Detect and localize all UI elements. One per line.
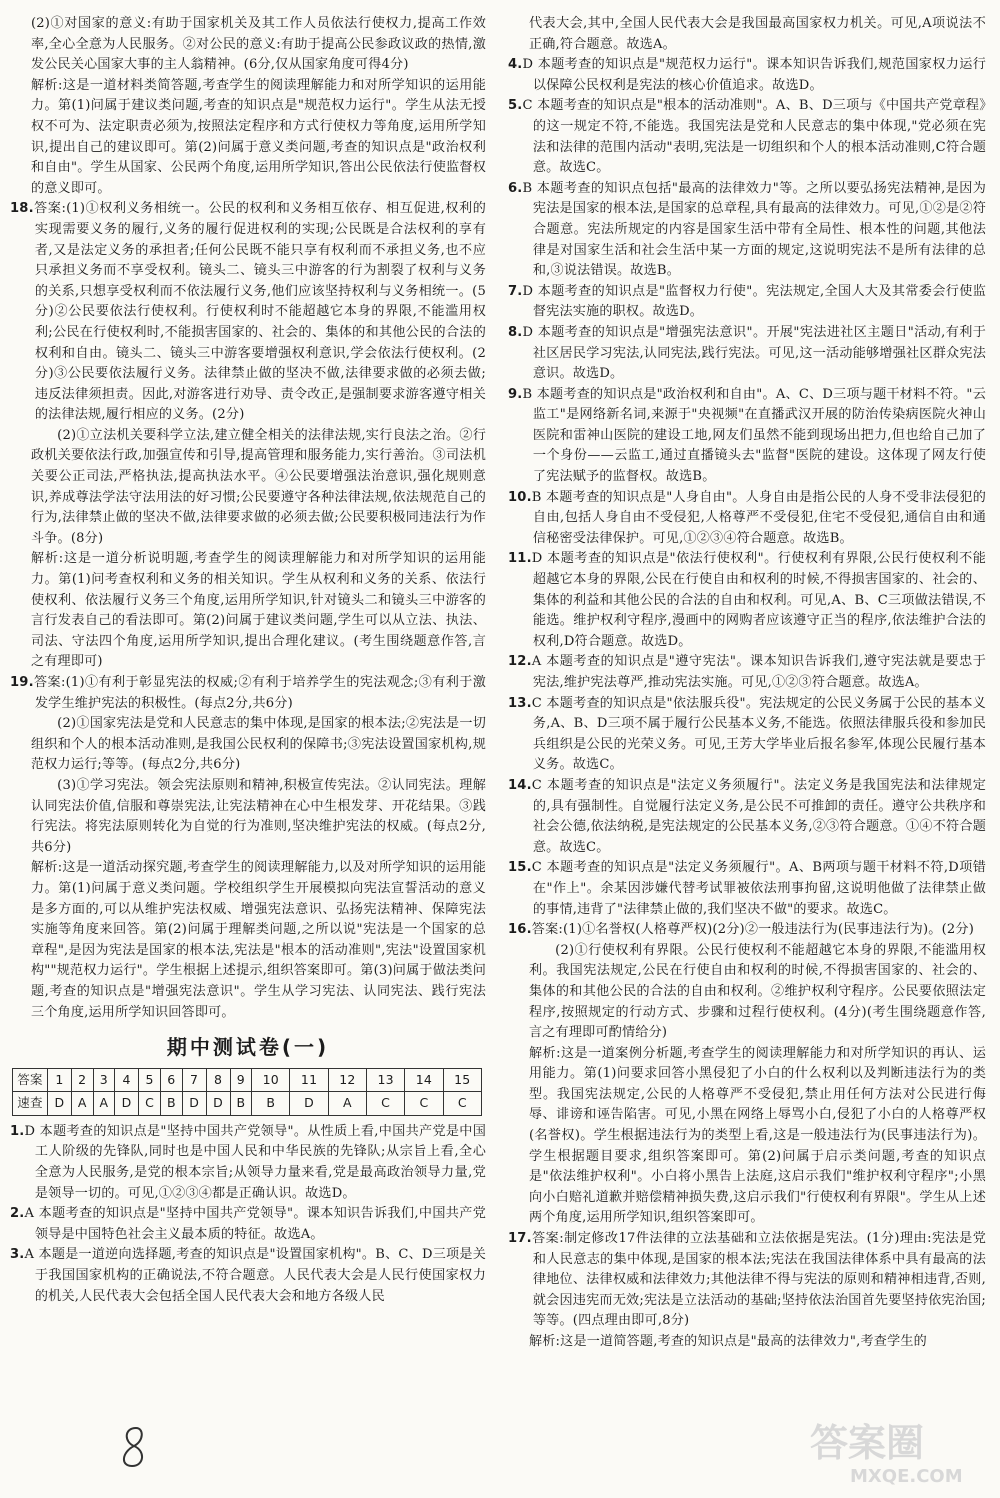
answer-key-number: 8 <box>206 1068 230 1092</box>
question-text: A 本题考查的知识点是"遵守宪法"。课本知识告诉我们,遵守宪法就是要忠于宪法,维护宪法尊严,推动宪法实施。可见,①②③符合题意。故选A。 <box>531 654 986 690</box>
question-item <box>508 385 986 488</box>
question-number: 1. <box>10 1123 25 1139</box>
paragraph: (2)①立法机关要科学立法,建立健全相关的法律法规,实行良法之治。②行政机关要依法行政,加强宣传和引导,提高管理和服务能力,实行善治。③司法机关要公正司法,严格执法,提高执法水平。④公民要增强法治意识,强化规则意识,养成尊法学法守法用法的好习惯;公民要遵守各种法律法规,依法规范自己的行为,法律禁止做的坚决不做,法律要求做的必须去做;公民要积极同违法行为作斗争。(8分) <box>30 427 486 546</box>
exam-title: 期中测试卷(一) <box>166 1035 330 1060</box>
question-number: 14. <box>508 777 532 793</box>
question-number: 5. <box>508 98 523 114</box>
paragraph: 代表大会,其中,全国人民代表大会是我国最高国家权力机关。可见,A项说法不正确,符合题意。故选A。 <box>528 16 986 52</box>
question-text: C 本题考查的知识点是"依法服兵役"。宪法规定的公民义务属于公民的基本义务,A、B、D三项不属于履行公民基本义务,不能选。依照法律服兵役和参加民兵组织是公民的光荣义务。可见,王芳大学毕业后报名参军,体现公民履行基本义务。故选C。 <box>531 695 986 773</box>
question-number: 12. <box>508 654 532 670</box>
question-18-answer: 18.答案:(1)①权利义务相统一。公民的权利和义务相互依存、相互促进,权利的实现需要义务的履行,义务的履行促进权利的实现;公民既是合法权利的享有者,又是法定义务的承担者;任何公民既不能只享有权利而不承担义务,也不应只承担义务而不享受权利。镜头二、镜头三中游客的行为割裂了权利与义务的关系,只想享受权利而不依法履行义务,他们应该坚持权利与义务相统一。(5分)②公民要依法行使权利。行使权利时不能超越它本身的界限,不能滥用权利;公民在行使权利时,不能损害国家的、社会的、集体的和其他公民的合法的权利和自由。镜头二、镜头三中游客要增强权利意识,学会依法行使权利。(2分)③公民要依法履行义务。法律禁止做的坚决不做,法律要求做的必须去做;违反法律须担责。因此,对游客进行劝导、责令改正,是强制要求游客遵守相关的法律法规,履行相应的义务。(2分) <box>10 201 486 423</box>
answer-key-answer: C <box>139 1092 161 1116</box>
question-text: A 本题考查的知识点是"坚持中国共产党领导"。课本知识告诉我们,中国共产党领导是中国特色社会主义最本质的特征。故选A。 <box>24 1206 486 1242</box>
answer-key-number: 12 <box>328 1068 366 1092</box>
answer-key-answer: B <box>161 1092 183 1116</box>
paragraph: (3)①学习宪法。领会宪法原则和精神,积极宣传宪法。②认同宪法。理解认同宪法价值,信服和尊崇宪法,让宪法精神在心中生根发芽、开花结果。③践行宪法。将宪法原则转化为自觉的行为准则,坚决维护宪法的权威。(每点2分,共6分) <box>30 777 486 855</box>
answer-key-answer: D <box>115 1092 139 1116</box>
answer-key-answer: C <box>443 1092 481 1116</box>
question-item <box>508 549 986 652</box>
question-item <box>508 652 986 693</box>
question-item <box>508 776 986 858</box>
question-item <box>508 488 986 550</box>
answer-key-answer: B <box>230 1092 252 1116</box>
paragraph: (2)①行使权利有界限。公民行使权利不能超越它本身的界限,不能滥用权利。我国宪法规定,公民在行使自由和权利的时候,不得损害国家的、社会的、集体的和其他公民的合法的自由和权利。②维护权利守程序。公民要依照法定程序,按照规定的行动方式、步骤和过程行使权利。(4分)(考生围绕题意作答,言之有理即可酌情给分) <box>528 942 986 1041</box>
question-number: 11. <box>508 551 532 567</box>
question-number: 3. <box>10 1247 25 1263</box>
watermark-icon <box>802 1412 992 1490</box>
answer-key-answer: A <box>93 1092 115 1116</box>
question-number: 10. <box>508 489 532 505</box>
answer-key-number: 3 <box>93 1068 115 1092</box>
question-text: D 本题考查的知识点是"依法行使权利"。行使权利有界限,公民行使权利不能超越它本身的界限,公民在行使自由和权利的时候,不得损害国家的、社会的、集体的利益和其他公民的合法的自由和权利。可见,A、B、C三项做法错误,不能选。维护权利守程序,漫画中的网购者应该遵守正当的程序,依法维护合法的权利,D符合题意。故选D。 <box>531 551 986 649</box>
question-item <box>508 858 986 920</box>
answer-key-answer: A <box>71 1092 93 1116</box>
question-item <box>10 1245 486 1307</box>
question-item <box>10 1122 486 1204</box>
question-number: 9. <box>508 386 523 402</box>
question-text: B 本题考查的知识点包括"最高的法律效力"等。之所以要弘扬宪法精神,是因为宪法是国家的根本法,是国家的总章程,具有最高的法律效力。可见,①②是②符合题意。宪法所规定的内容是国家生活中带有全局性、根本性的问题,其他法律是对国家生活和社会生活中某一方面的规定,这说明宪法不是所有法律的总和,③说法错误。故选B。 <box>522 180 986 279</box>
question-17-answer: 17.答案:制定修改17件法律的立法基础和立法依据是宪法。(1分)理由:宪法是党和人民意志的集中体现,是国家的根本法;宪法在我国法律体系中具有最高的法律地位、法律权威和法律效力;其他法律不得与宪法的原则和精神相违背,否则,就会因违宪而无效;宪法是立法活动的基础;坚持依法治国首先要坚持依宪治国;等等。(四点理由即可,8分) <box>508 1231 986 1329</box>
watermark-sub-text: MXQE.COM <box>850 1466 963 1487</box>
question-number: 6. <box>508 180 523 196</box>
paragraph: 解析:这是一道分析说明题,考查学生的阅读理解能力和对所学知识的运用能力。第(1)问考查权利和义务的相关知识。学生从权利和义务的关系、依法行使权利、依法履行义务三个角度,运用所学知识,针对镜头二和镜头三中游客的言行发表自己的看法即可。第(2)问属于建议类问题,学生可以从立法、执法、司法、守法四个角度,运用所学知识,提出合理化建议。(考生围绕题意作答,言之有理即可) <box>30 551 486 670</box>
right-question-list <box>508 55 986 920</box>
question-text: D 本题考查的知识点是"监督权力行使"。宪法规定,全国人大及其常委会行使监督宪法实施的职权。故选D。 <box>522 283 986 320</box>
question-text: C 本题考查的知识点是"根本的活动准则"。A、B、D三项与《中国共产党章程》的这一规定不符,不能选。我国宪法是党和人民意志的集中体现,"党必须在宪法和法律的范围内活动"表明,宪法是一切组织和个人的根本活动准则,C符合题意。故选C。 <box>522 98 986 176</box>
answer-key-number: 11 <box>290 1068 328 1092</box>
watermark-main-text: 答案圈 <box>810 1421 925 1465</box>
right-column <box>508 14 986 1353</box>
answer-key-answer: D <box>290 1092 328 1116</box>
question-text: D 本题考查的知识点是"规范权力运行"。课本知识告诉我们,规范国家权力运行以保障公民权利是宪法的核心价值追求。故选D。 <box>522 57 986 93</box>
question-number: 4. <box>508 57 523 73</box>
question-item <box>508 179 986 282</box>
left-question-list <box>10 1122 486 1307</box>
answer-key-number: 6 <box>161 1068 183 1092</box>
paragraph: (2)①对国家的意义:有助于国家机关及其工作人员依法行使权力,提高工作效率,全心全意为人民服务。②对公民的意义:有助于提高公民参政议政的热情,激发公民关心国家大事的主人翁精神。(6分,仅从国家角度可得4分) <box>30 16 486 73</box>
question-text: C 本题考查的知识点是"法定义务须履行"。A、B两项与题干材料不符,D项错在"作上"。余某因涉嫌代替考试罪被依法刑事拘留,这说明他做了法律禁止做的事情,违背了"法律禁止做的,我们坚决不做"的要求。故选C。 <box>531 860 986 917</box>
question-16-answer: 16.答案:(1)①名誉权(人格尊严权)(2分)②一般违法行为(民事违法行为)。(2分) <box>508 922 975 938</box>
answer-key-number: 7 <box>182 1068 206 1092</box>
answer-key-number: 5 <box>139 1068 161 1092</box>
answer-key-answer: D <box>48 1092 72 1116</box>
answer-key-number: 14 <box>405 1068 443 1092</box>
question-item <box>508 96 986 178</box>
question-19-answer: 19.答案:(1)①有利于彰显宪法的权威;②有利于培养学生的宪法观念;③有利于激发学生维护宪法的积极性。(每点2分,共6分) <box>10 675 486 711</box>
answer-key-label: 速查 <box>13 1092 48 1116</box>
answer-key-answer: D <box>182 1092 206 1116</box>
question-number: 17. <box>508 1231 532 1247</box>
watermark-logo <box>802 1412 992 1490</box>
question-number: 8. <box>508 324 523 340</box>
question-text: D 本题考查的知识点是"坚持中国共产党领导"。从性质上看,中国共产党是中国工人阶级的先锋队,同时也是中国人民和中华民族的先锋队;从宗旨上看,全心全意为人民服务,是党的根本宗旨;从领导力量来看,党是最高政治领导力量,党是领导一切的。可见,①②③④都是正确认识。故选D。 <box>24 1123 486 1201</box>
paragraph: 解析:这是一道案例分析题,考查学生的阅读理解能力和对所学知识的再认、运用能力。第(1)问要求回答小黑侵犯了小白的什么权利以及判断违法行为的类型。我国宪法规定,公民的人格尊严不受侵犯,禁止用任何方法对公民进行侮辱、诽谤和诬告陷害。可见,小黑在网络上辱骂小白,侵犯了小白的人格尊严权(名誉权)。学生根据违法行为的类型上看,这是一般违法行为(民事违法行为)。学生根据题目要求,组织答案即可。第(2)问属于启示类问题,考查的知识点是"依法维护权利"。小白将小黑告上法庭,这启示我们"维护权利守程序";小黑向小白赔礼道歉并赔偿精神损失费,这启示我们"行使权利有界限"。学生从上述两个角度,运用所学知识,组织答案即可。 <box>528 1045 986 1226</box>
question-item <box>508 282 986 323</box>
answer-key-number: 13 <box>367 1068 405 1092</box>
answer-key-number: 9 <box>230 1068 252 1092</box>
answer-key-answer: C <box>405 1092 443 1116</box>
answer-key-number: 15 <box>443 1068 481 1092</box>
answer-key-row-answers <box>13 1092 482 1116</box>
question-item <box>508 323 986 385</box>
question-item <box>508 694 986 776</box>
answer-key-answer: B <box>252 1092 290 1116</box>
question-number: 18. <box>10 201 34 217</box>
paragraph: (2)①国家宪法是党和人民意志的集中体现,是国家的根本法;②宪法是一切组织和个人的根本活动准则,是我国公民权利的保障书;③宪法设置国家机构,规范权力运行;等等。(每点2分,共6分) <box>30 716 486 773</box>
answer-key-number: 10 <box>252 1068 290 1092</box>
paragraph: 解析:这是一道简答题,考查的知识点是"最高的法律效力",考查学生的 <box>528 1334 927 1349</box>
question-number: 16. <box>508 922 532 938</box>
paragraph: 解析:这是一道材料类简答题,考查学生的阅读理解能力和对所学知识的运用能力。第(1)问属于建议类问题,考查的知识点是"规范权力运行"。学生从法无授权不可为、法定职责必须为,按照法定程序和方式行使权力等角度,运用所学知识,提出自己的建议即可。第(2)问属于意义类问题,考查的知识点是"政治权利和自由"。学生从国家、公民两个角度,运用所学知识,答出公民依法行使监督权的意义即可。 <box>30 77 486 196</box>
question-text: C 本题考查的知识点是"法定义务须履行"。法定义务是我国宪法和法律规定的,具有强制性。自觉履行法定义务,是公民不可推卸的责任。遵守公共秩序和社会公德,依法纳税,是宪法规定的公民基本义务,②③符合题意。①④不符合题意。故选C。 <box>531 777 986 855</box>
answer-key-number: 2 <box>71 1068 93 1092</box>
question-number: 2. <box>10 1206 25 1222</box>
question-item <box>508 55 986 96</box>
answer-key-table <box>12 1068 482 1116</box>
question-text: B 本题考查的知识点是"政治权利和自由"。A、C、D三项与题干材料不符。"云监工"是网络新名词,来源于"央视频"在直播武汉开展的防治传染病医院火神山医院和雷神山医院的建设工地,网友们虽然不能到现场出把力,但也给自己加了一个身份——云监工,通过直播镜头去"监督"医院的建设。这体现了网友行使了宪法赋予的监督权。故选B。 <box>522 386 986 485</box>
answer-key-number: 1 <box>48 1068 72 1092</box>
answer-key-answer: D <box>206 1092 230 1116</box>
answer-key-label: 答案 <box>13 1068 48 1092</box>
answer-key-row-numbers <box>13 1068 482 1092</box>
question-text: D 本题考查的知识点是"增强宪法意识"。开展"宪法进社区主题日"活动,有利于社区居民学习宪法,认同宪法,践行宪法。可见,这一活动能够增强社区群众宪法意识。故选D。 <box>522 324 986 382</box>
answer-key-answer: A <box>328 1092 366 1116</box>
handwritten-page-number <box>114 1424 154 1470</box>
question-number: 13. <box>508 695 532 711</box>
question-number: 15. <box>508 860 532 876</box>
paragraph: 解析:这是一道活动探究题,考查学生的阅读理解能力,以及对所学知识的运用能力。第(1)问属于意义类问题。学校组织学生开展模拟向宪法宣誓活动的意义是多方面的,可以从维护宪法权威、增强宪法意识、弘扬宪法精神、保障宪法实施等角度来回答。第(2)问属于理解类问题,之所以说"宪法是一个国家的总章程",是因为宪法是国家的根本法,宪法是"根本的活动准则",宪法"设置国家机构""规范权力运行"。学生根据上述提示,组织答案即可。第(3)问属于做法类问题,考查的知识点是"增强宪法意识"。学生从学习宪法、认同宪法、践行宪法三个角度,运用所学知识回答即可。 <box>30 860 486 1020</box>
question-text: B 本题考查的知识点是"人身自由"。人身自由是指公民的人身不受非法侵犯的自由,包括人身自由不受侵犯,人格尊严不受侵犯,住宅不受侵犯,通信自由和通信秘密受法律保护。可见,①②③④符合题意。故选B。 <box>531 489 986 546</box>
left-column <box>10 14 486 1307</box>
question-number: 19. <box>10 675 34 690</box>
question-item <box>10 1204 486 1245</box>
question-number: 7. <box>508 283 523 299</box>
answer-key-number: 4 <box>115 1068 139 1092</box>
question-text: A 本题是一道逆向选择题,考查的知识点是"设置国家机构"。B、C、D三项是关于我国国家机构的正确说法,不符合题意。人民代表大会是人民行使国家权力的机关,人民代表大会包括全国人民代表大会和地方各级人民 <box>24 1247 486 1304</box>
answer-key-answer: C <box>367 1092 405 1116</box>
